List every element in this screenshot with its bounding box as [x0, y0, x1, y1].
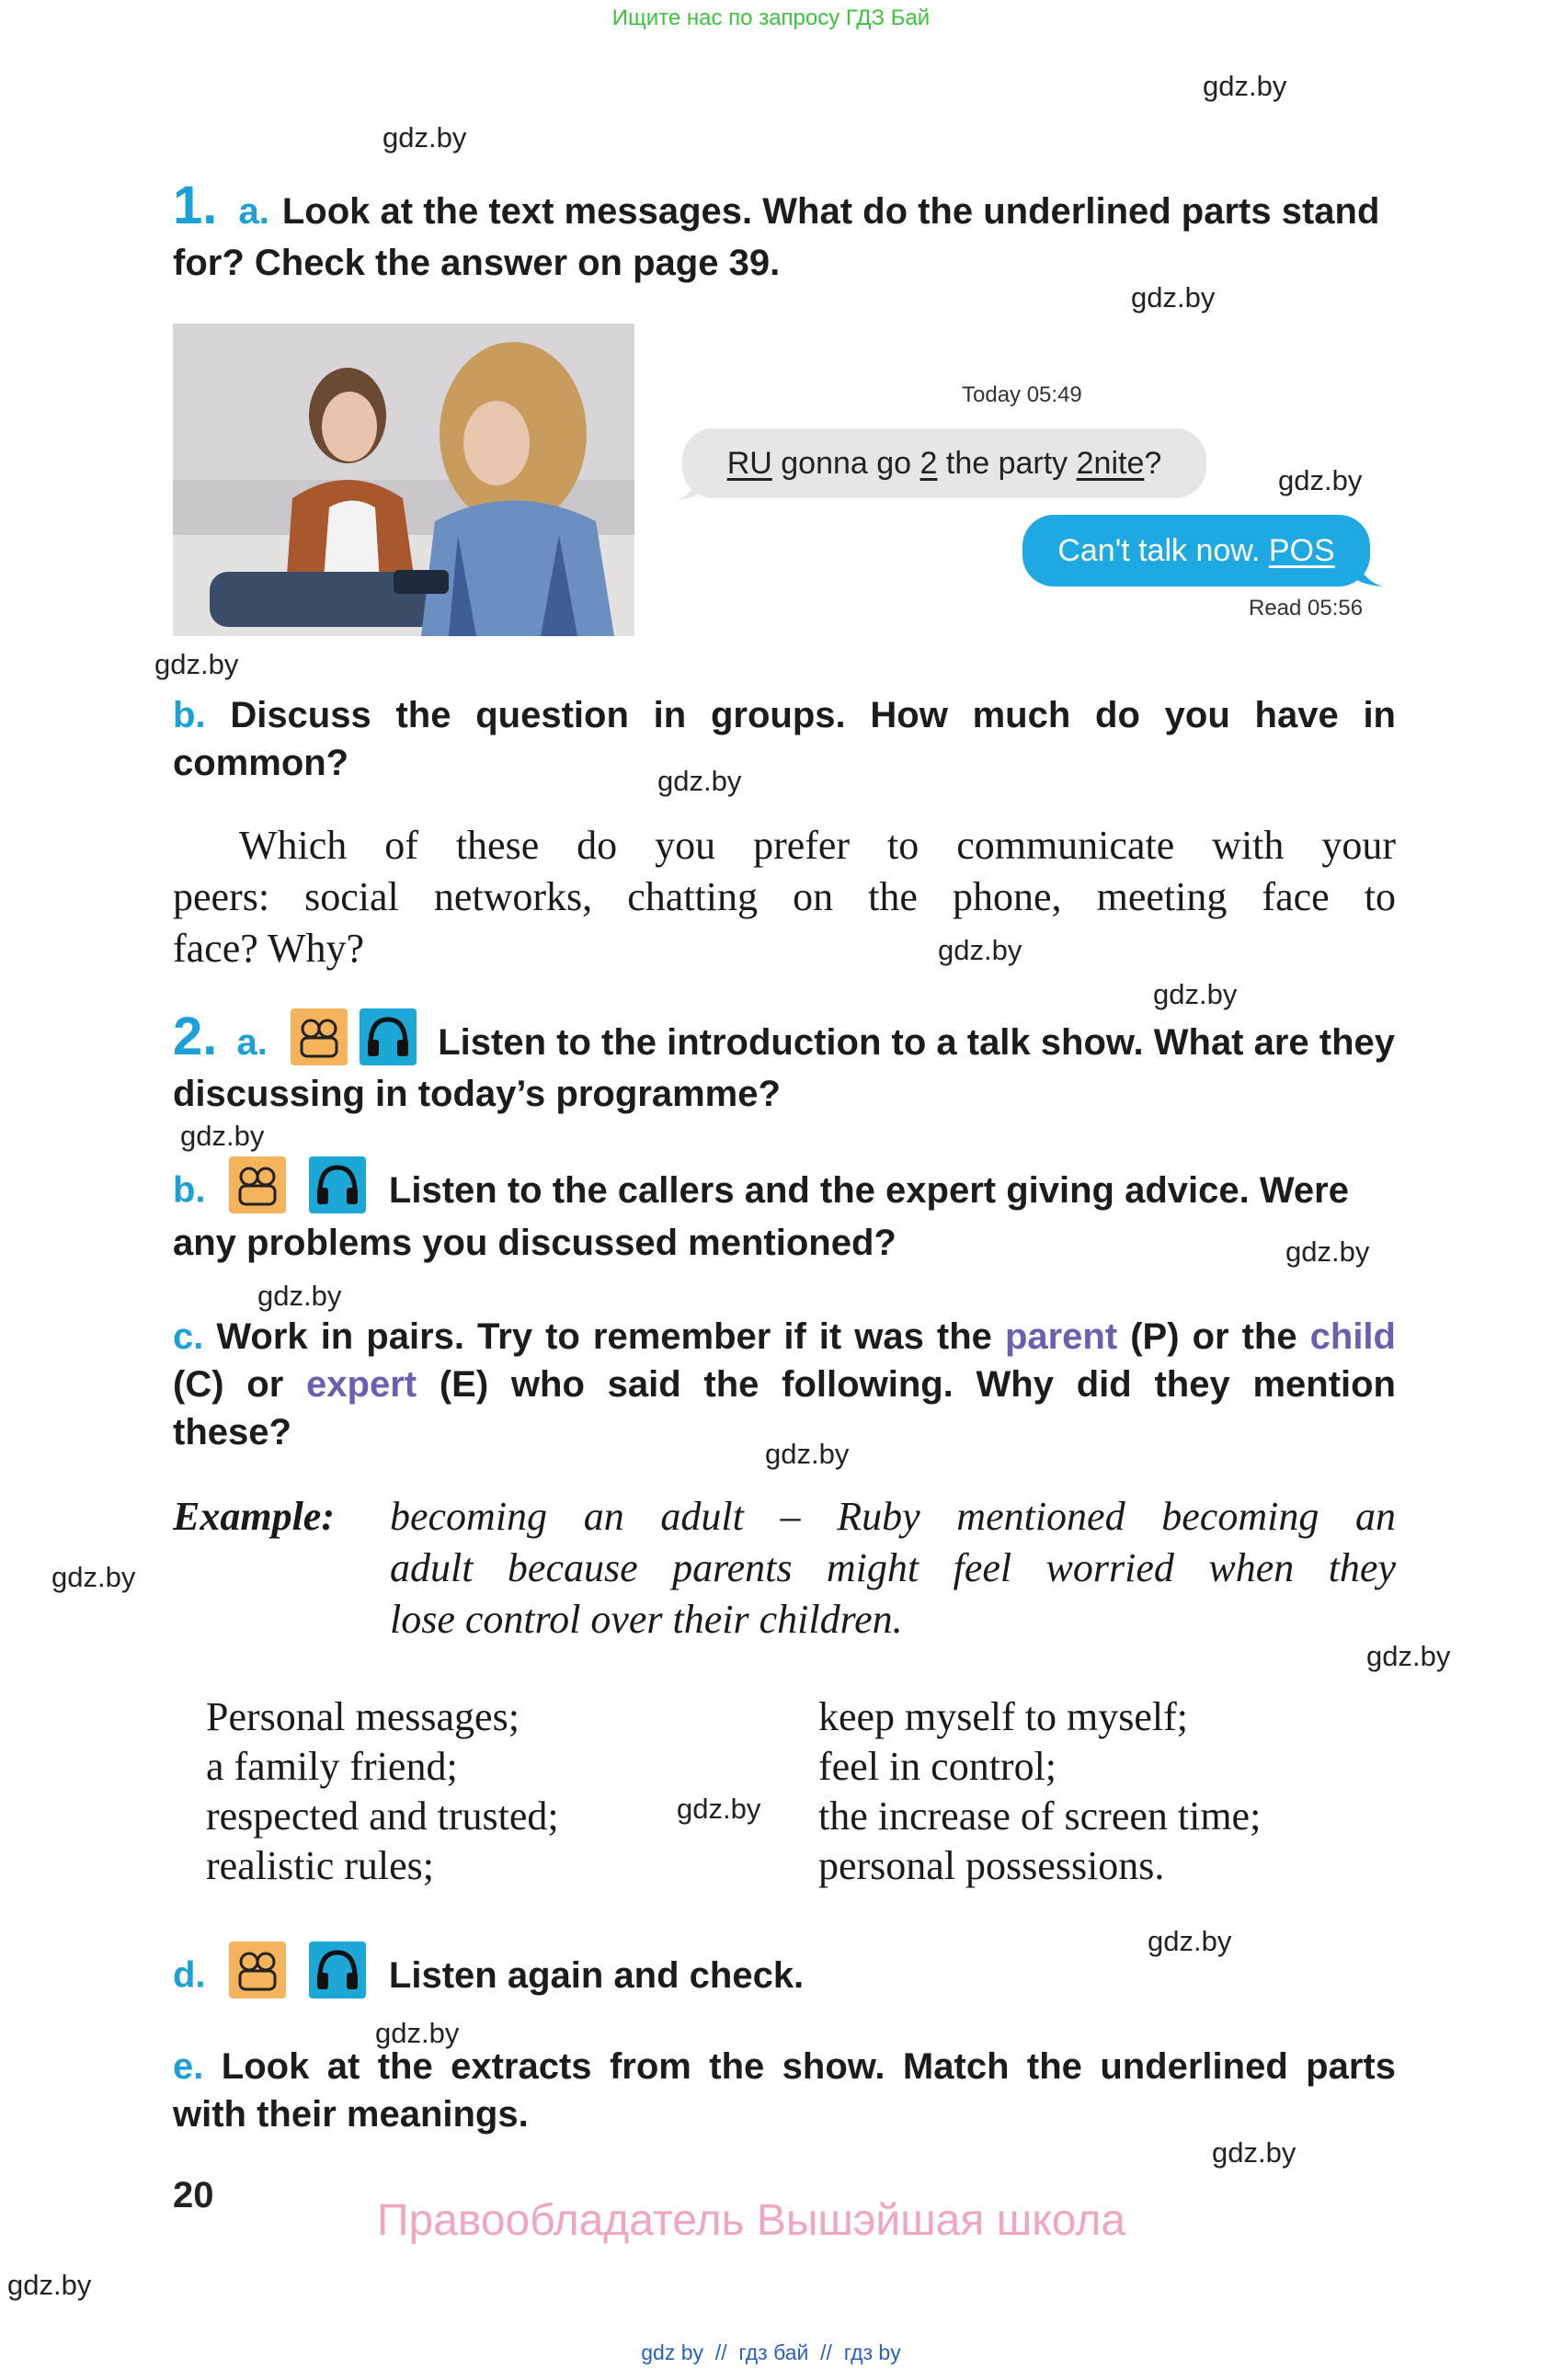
item-letter: b.: [173, 1169, 206, 1211]
keyword-expert: expert: [306, 1364, 417, 1405]
phrase-left: respected and trusted;: [206, 1794, 559, 1839]
exercise-1b: [173, 691, 1396, 739]
watermark: gdz.by: [765, 1438, 850, 1470]
instruction-text: Listen to the introduction to a talk show. What are they: [438, 1022, 1396, 1063]
discussion-question-line1: Which of these do you prefer to communicate with your: [239, 823, 1396, 868]
chat-text: gonna go: [771, 446, 920, 481]
page-number: 20: [173, 2175, 214, 2215]
chat-bubble-outgoing: [1022, 515, 1370, 586]
phrase-right: feel in control;: [818, 1744, 1057, 1789]
watermark: gdz.by: [1212, 2136, 1296, 2169]
discussion-question-line3: face? Why?: [173, 926, 365, 971]
watermark: gdz.by: [1278, 464, 1363, 496]
bubble-tail-left: [675, 471, 702, 502]
instruction-text: (E) who said the following. Why did they mention: [417, 1364, 1396, 1405]
copyright-notice: Правообладатель Вышэйшая школа: [377, 2196, 1126, 2245]
phrase-left: realistic rules;: [206, 1843, 435, 1888]
group-work-icon: [229, 1156, 286, 1213]
item-letter: d.: [173, 1954, 206, 1996]
item-letter: c.: [173, 1316, 204, 1357]
exercise-1a-line2: for? Check the answer on page 39.: [173, 243, 781, 283]
group-work-icon: [291, 1008, 348, 1065]
chat-time-top: Today 05:49: [962, 382, 1082, 407]
group-work-icon: [229, 1942, 286, 1999]
exercise-1a: [173, 176, 1396, 235]
instruction-text: (P) or the: [1117, 1316, 1310, 1357]
watermark: gdz.by: [154, 648, 239, 680]
watermark: gdz.by: [1366, 1640, 1451, 1672]
watermark: gdz.by: [1203, 70, 1287, 102]
chat-time-bottom: Read 05:56: [1249, 596, 1364, 621]
phrase-right: keep myself to myself;: [818, 1694, 1189, 1739]
watermark: gdz.by: [657, 765, 742, 797]
bubble-tail-right: [1354, 555, 1383, 588]
instruction-text: Discuss the question in groups. How much do you have in: [230, 695, 1396, 735]
instruction-text: (C) or: [173, 1364, 307, 1405]
phrase-right: the increase of screen time;: [818, 1794, 1262, 1839]
keyword-parent: parent: [1004, 1316, 1118, 1357]
headphones-icon: [360, 1008, 417, 1065]
keyword-child: child: [1309, 1316, 1396, 1357]
instruction-text: Listen again and check.: [388, 1954, 805, 1996]
watermark: gdz.by: [1131, 281, 1216, 313]
phrase-left: Personal messages;: [206, 1694, 520, 1739]
instruction-text: Look at the extracts from the show. Match the underlined parts: [221, 2046, 1396, 2087]
exercise-2d: [173, 1949, 804, 2006]
instruction-text: Listen to the callers and the expert giving advice. Were: [388, 1169, 1349, 1211]
example-label: Example:: [173, 1494, 335, 1539]
watermark: gdz.by: [1285, 1236, 1370, 1268]
exercise-2e-line2: with their meanings.: [173, 2094, 529, 2135]
abbrev-2: 2: [919, 446, 938, 481]
chat-text: the party: [937, 446, 1077, 481]
example-line2: adult because parents might feel worried when they: [390, 1545, 1396, 1590]
chat-text: ?: [1144, 446, 1162, 481]
headphones-icon: [309, 1156, 366, 1213]
item-letter: b.: [173, 695, 206, 735]
instruction-text: Look at the text messages. What do the underlined parts stand: [281, 191, 1380, 232]
phrase-right: personal possessions.: [818, 1843, 1165, 1888]
item-letter: e.: [173, 2046, 204, 2087]
example-line3: lose control over their children.: [390, 1597, 903, 1642]
headphones-icon: [309, 1942, 366, 1999]
exercise-number: 1.: [173, 176, 218, 235]
item-letter: a.: [236, 1022, 268, 1063]
watermark: gdz.by: [7, 2269, 92, 2301]
watermark: gdz.by: [51, 1561, 136, 1593]
exercise-2b-line2: any problems you discussed mentioned?: [173, 1223, 897, 1263]
instruction-text: Work in pairs. Try to remember if it was the: [216, 1316, 1005, 1357]
watermark: gdz.by: [938, 934, 1022, 966]
photo-two-girls: [173, 324, 634, 636]
exercise-2c-line3: these?: [173, 1412, 291, 1452]
exercise-2c-line1: [173, 1313, 1396, 1361]
watermark: gdz.by: [1148, 1925, 1232, 1957]
example-line1: becoming an adult – Ruby mentioned becoming an: [390, 1494, 1396, 1539]
watermark: gdz.by: [375, 2017, 460, 2049]
phrase-left: a family friend;: [206, 1744, 458, 1789]
abbrev-2nite: 2nite: [1076, 446, 1145, 481]
abbrev-ru: RU: [726, 446, 772, 481]
exercise-number: 2.: [173, 1007, 218, 1066]
chat-bubble-incoming: [682, 428, 1206, 498]
exercise-2b: [173, 1164, 1396, 1221]
watermark: gdz.by: [180, 1120, 265, 1152]
watermark: gdz.by: [677, 1793, 761, 1825]
discussion-question-line2: peers: social networks, chatting on the phone, meeting face to: [173, 874, 1396, 919]
exercise-2a-line2: discussing in today’s programme?: [173, 1074, 781, 1114]
footer-links[interactable]: gdz by // гдз бай // гдз by: [641, 2340, 901, 2364]
exercise-1b-line2: common?: [173, 743, 349, 783]
exercise-2a: [173, 1007, 1396, 1073]
watermark: gdz.by: [257, 1280, 342, 1312]
item-letter: a.: [238, 191, 269, 232]
watermark: gdz.by: [383, 121, 467, 154]
abbrev-pos: POS: [1268, 533, 1335, 568]
watermark: gdz.by: [1153, 978, 1238, 1010]
top-banner[interactable]: Ищите нас по запросу ГДЗ Бай: [611, 6, 931, 30]
exercise-2e-line1: [173, 2043, 1396, 2090]
chat-text: Can't talk now.: [1057, 533, 1269, 568]
exercise-2c-line2: [173, 1361, 1396, 1408]
